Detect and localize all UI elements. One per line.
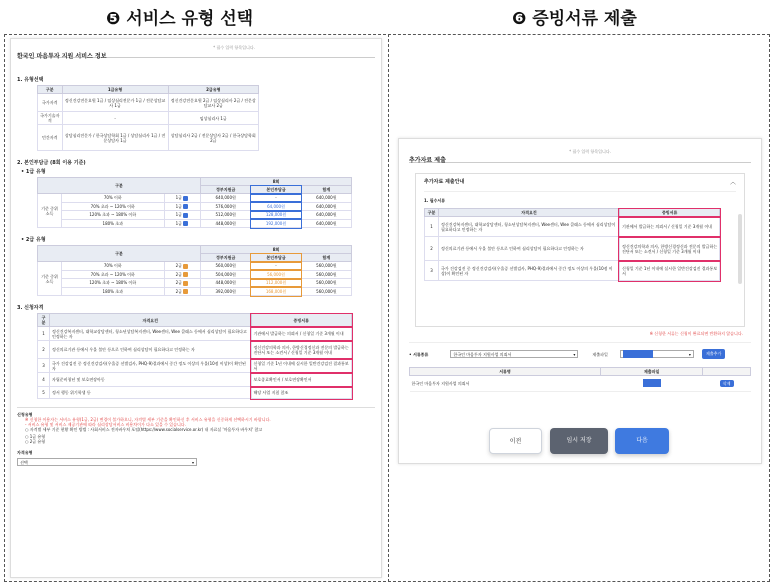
table-cell: 504,000원 xyxy=(201,270,251,279)
table-cell: 70% 이하 xyxy=(62,194,165,203)
table-cell: 자립준비청년 및 보호연장아동 xyxy=(50,373,252,387)
group-cell: 기준 중위 소득 xyxy=(38,262,62,296)
table-cell: 1 xyxy=(38,327,50,341)
file-upload-area[interactable] xyxy=(623,350,653,358)
col-header: 구분 xyxy=(38,246,201,262)
table-cell: 392,000원 xyxy=(201,287,251,296)
chevron-down-icon: ▾ xyxy=(573,352,576,357)
table-cell: 정신의료기관 등에서 우울 불안 등으로 인하여 심리상담이 필요하다고 인정하는 자 xyxy=(439,237,620,261)
grade1-table xyxy=(37,177,352,228)
table-cell: 4 xyxy=(38,373,50,387)
table-cell: 임상심리사 1급 xyxy=(168,112,258,125)
scrollbar[interactable] xyxy=(738,214,742,284)
col-header: 자격요건 xyxy=(50,314,252,327)
panel-title: 추가자료 제출 xyxy=(409,157,446,164)
grade-cell: 1급 xyxy=(175,195,182,200)
grade-badge-icon xyxy=(183,264,188,269)
table-cell: 128,000원 xyxy=(251,211,301,220)
table-cell: 국가 건강검진 중 정신건강검사(우울증 선별검사, PHQ-9)결과에서 중간 정도 이상의 우울(10점 이상)이 확인된 자 xyxy=(50,359,252,373)
required-note: * 필수 입력 항목입니다. xyxy=(213,45,255,50)
grade-cell: 2급 xyxy=(175,263,182,268)
select-value: 한국인 마음투자 지원사업 의뢰서 xyxy=(453,352,512,357)
type-table xyxy=(37,85,259,151)
section-required-docs: 1. 필수서류 xyxy=(424,198,446,203)
chevron-up-icon[interactable]: ︿ xyxy=(729,179,736,186)
temp-save-button[interactable]: 임시 저장 xyxy=(550,428,608,454)
select-value: 선택 xyxy=(20,460,28,465)
col-header-copay: 본인부담금 xyxy=(251,186,301,194)
table-cell: 120% 초과 ~ 180% 이하 xyxy=(62,279,165,288)
table-cell: - xyxy=(251,194,301,203)
notice-text: ※ 신청한 서류는 신청이 완료되면 반환하지 않습니다. xyxy=(649,331,743,336)
col-header: 2급유형 xyxy=(168,86,258,94)
col-header: 합계 xyxy=(301,186,351,194)
table-cell: 448,000원 xyxy=(201,279,251,288)
group-cell: 기준 중위 소득 xyxy=(38,194,62,228)
frame-divider xyxy=(388,34,389,582)
file-upload-area[interactable] xyxy=(643,379,661,387)
table-cell: 640,000원 xyxy=(301,219,351,228)
accordion-title: 추가자료 제출안내 xyxy=(424,179,465,185)
table-cell: 70% 초과 ~ 120% 이하 xyxy=(62,202,165,211)
grade-badge-icon xyxy=(183,281,188,286)
table-cell: 560,000원 xyxy=(301,279,351,288)
chevron-down-icon: ▾ xyxy=(191,460,194,465)
col-header: 구분 xyxy=(38,178,201,194)
col-header: 1급유형 xyxy=(62,86,168,94)
table-cell: 정서 행동 위기학생 등 xyxy=(50,387,252,399)
grade-badge-icon xyxy=(183,196,188,201)
apply-type-label: 신청유형 xyxy=(17,412,33,417)
table-cell: 기관에서 발급하는 의뢰서 / 신청일 기준 3개월 이내 xyxy=(251,327,351,341)
radio-label: 2급 유형 xyxy=(29,439,46,444)
chevron-down-icon: ▾ xyxy=(688,351,691,357)
table-cell: 3 xyxy=(38,359,50,373)
grade-badge-icon xyxy=(183,204,188,209)
table-cell: 1 xyxy=(425,217,439,237)
grade-cell: 2급 xyxy=(175,271,182,277)
table-cell: 560,000원 xyxy=(301,262,351,271)
table-cell: 168,000원 xyxy=(251,287,301,296)
document-submit-panel xyxy=(398,138,762,464)
col-header-copay: 본인부담금 xyxy=(251,254,301,262)
section-copay: 2. 본인부담금 (8회 이용 기준) xyxy=(17,160,86,166)
table-cell: 70% 이하 xyxy=(62,262,165,271)
table-cell: 560,000원 xyxy=(301,270,351,279)
radio-grade1[interactable]: ○ 1급 유형 xyxy=(25,434,46,439)
table-cell: 640,000원 xyxy=(301,194,351,203)
right-heading: ❻ 증빙서류 제출 xyxy=(512,9,637,29)
radio-label: 1급 유형 xyxy=(29,434,46,439)
table-cell: 640,000원 xyxy=(201,194,251,203)
grade-badge-icon xyxy=(183,289,188,294)
section-eligibility: 3. 신청자격 xyxy=(17,305,44,311)
panel-title: 한국인 마음투자 지원 서비스 정보 xyxy=(17,53,107,60)
radio-grade2[interactable]: ○ 2급 유형 xyxy=(25,439,46,444)
left-heading: ❺ 서비스 유형 선택 xyxy=(106,9,254,29)
qualification-select[interactable] xyxy=(17,458,197,466)
table-cell: 국가자격 xyxy=(38,94,63,112)
next-button[interactable]: 다음 xyxy=(615,428,669,454)
delete-button[interactable]: 삭제 xyxy=(720,380,734,387)
info-text: ○ 자격별 세부 기준 현황 확인 방법 : 사회서비스 전자바우처 포털(https://www.socialservice.or.kr) 내 자료실 '마음투자 바우처' 참고 xyxy=(25,427,263,432)
col-header: 구분 xyxy=(425,209,439,217)
table-cell: 해당 사업 지침 참조 xyxy=(251,387,351,399)
col-header: 합계 xyxy=(301,254,351,262)
file-label: 제출파일 xyxy=(592,351,608,357)
table-cell: 상담심리사 2급 / 전문상담사 2급 / 한국상담학회 2급 xyxy=(168,125,258,151)
grade-cell: 2급 xyxy=(175,280,182,285)
table-cell: 64,000원 xyxy=(251,202,301,211)
service-type-panel xyxy=(10,38,382,578)
table-cell: 560,000원 xyxy=(301,287,351,296)
table-cell: 192,000원 xyxy=(251,219,301,228)
table-cell: 정신의료기관 등에서 우울 불안 등으로 인하여 심리상담이 필요하다고 인정하는 자 xyxy=(50,341,252,359)
required-docs-table xyxy=(424,208,720,281)
table-cell: 정신건강복지센터, 대학교상담센터, 청소년상담복지센터, Wee센터, Wee 클래스 등에서 심리상담이 필요하다고 인정하는 자 xyxy=(439,217,620,237)
section-type-select: 1. 유형선택 xyxy=(17,77,44,83)
table-cell: 국가기술자격 xyxy=(38,112,63,125)
table-cell: 정신건강의학과 의사, 한방신경정신과 전문의 발급하는 진단서 또는 소견서 / 신청일 기준 3개월 이내 xyxy=(619,237,719,261)
grade2-table xyxy=(37,245,352,296)
col-header: 8회 xyxy=(201,246,352,254)
grade-badge-icon xyxy=(183,213,188,218)
col-header: 8회 xyxy=(201,178,352,186)
required-note: * 필수 입력 항목입니다. xyxy=(569,149,611,154)
table-cell: 상담심리전문가 / 한국상담학회 1급 / 상담심리사 1급 / 전문상담사 1급 xyxy=(62,125,168,151)
table-cell: 112,000원 xyxy=(251,279,301,288)
table-cell: 640,000원 xyxy=(301,211,351,220)
list-item: 한국인 마음투자 지원사업 의뢰서 xyxy=(410,376,601,392)
add-submit-button[interactable]: 제출추가 xyxy=(702,349,725,359)
select-label: 자격유형 xyxy=(17,450,33,455)
table-cell: 120% 초과 ~ 180% 이하 xyxy=(62,211,165,220)
table-cell: 국가 건강검진 중 정신건강검사(우울증 선별검사, PHQ-9)결과에서 중간 정도 이상의 우울(10점 이상)이 확인된 자 xyxy=(439,261,620,281)
grade2-label: • 2급 유형 xyxy=(21,237,46,243)
table-cell: 448,000원 xyxy=(201,219,251,228)
col-header: 정부지원금 xyxy=(201,254,251,262)
col-header xyxy=(703,368,751,376)
guide-accordion xyxy=(415,173,745,327)
prev-button[interactable]: 이전 xyxy=(489,428,542,454)
table-cell: 정신건강전문요원 1급 / 임상심리전문가 1급 / 전문상담교사 1급 xyxy=(62,94,168,112)
table-cell: 180% 초과 xyxy=(62,219,165,228)
table-cell: 2 xyxy=(425,237,439,261)
file-select[interactable] xyxy=(620,350,694,358)
table-cell: 180% 초과 xyxy=(62,287,165,296)
col-header: 서류명 xyxy=(410,368,601,376)
table-cell: 신청일 기준 1년 이내에 실시한 일반건강검진 결과통보서 xyxy=(619,261,719,281)
table-cell: 640,000원 xyxy=(301,202,351,211)
col-header: 구분 xyxy=(38,314,50,327)
table-cell: 560,000원 xyxy=(201,262,251,271)
table-cell: 2 xyxy=(38,341,50,359)
doc-type-select[interactable] xyxy=(450,350,578,358)
col-header: 정부지원금 xyxy=(201,186,251,194)
filter-label: • 서류종류 xyxy=(409,351,429,357)
table-cell: 56,000원 xyxy=(251,270,301,279)
grade-badge-icon xyxy=(183,221,188,226)
grade-cell: 1급 xyxy=(175,212,182,217)
table-cell: 신청일 기준 1년 이내에 실시한 일반건강검진 결과통보서 xyxy=(251,359,351,373)
grade1-label: • 1급 유형 xyxy=(21,169,46,175)
table-cell: 민간자격 xyxy=(38,125,63,151)
table-cell: 512,000원 xyxy=(201,211,251,220)
table-cell: 3 xyxy=(425,261,439,281)
table-cell: 576,000원 xyxy=(201,202,251,211)
col-header: 제출파일 xyxy=(600,368,702,376)
warning-text: ※ 신청한 이용자는 서비스 유형(1급, 2급) 변경이 불가하오니, 자격별 세부 기준을 확인하신 후 서비스 유형을 신중하게 선택하시기 바랍니다. xyxy=(25,417,271,422)
grade-cell: 1급 xyxy=(175,220,182,226)
table-cell: 기관에서 발급하는 의뢰서 / 신청일 기준 3개월 이내 xyxy=(619,217,719,237)
col-header-docs: 증빙서류 xyxy=(619,209,719,217)
warning-text: - 서비스 유형 및 서비스 제공기관에 따라 심리상담서비스 비용차이가 다소 있을 수 있습니다. xyxy=(25,422,186,427)
col-header: 구분 xyxy=(38,86,63,94)
grade-cell: 1급 xyxy=(175,203,182,209)
grade-cell: 2급 xyxy=(175,288,182,294)
table-cell: 정신건강전문요원 2급 / 임상심리사 2급 / 전문상담교사 2급 xyxy=(168,94,258,112)
table-cell: - xyxy=(251,262,301,271)
table-cell: - xyxy=(62,112,168,125)
table-cell: 5 xyxy=(38,387,50,399)
eligibility-table xyxy=(37,313,352,399)
table-cell: 정신건강의학과 의사, 한방신경정신과 전문의 발급하는 진단서 또는 소견서 / 신청일 기준 3개월 이내 xyxy=(251,341,351,359)
submitted-list-table xyxy=(409,367,751,392)
col-header: 자격요건 xyxy=(439,209,620,217)
table-cell: 70% 초과 ~ 120% 이하 xyxy=(62,270,165,279)
col-header-docs: 증빙서류 xyxy=(251,314,351,327)
grade-badge-icon xyxy=(183,272,188,277)
table-cell: 보호종료확인서 / 보호연장확인서 xyxy=(251,373,351,387)
table-cell: 정신건강복지센터, 대학교상담센터, 청소년상담복지센터, Wee센터, Wee 클래스 등에서 심리상담이 필요하다고 인정하는 자 xyxy=(50,327,252,341)
